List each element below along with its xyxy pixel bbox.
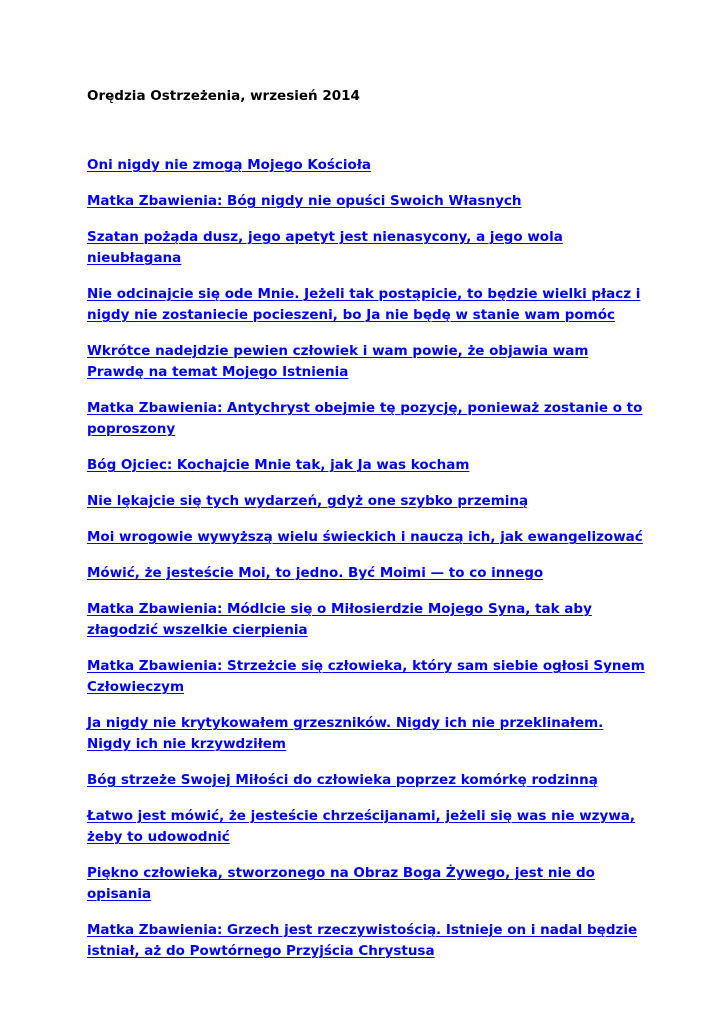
list-item — [87, 805, 647, 847]
list-item — [87, 769, 647, 790]
list-item — [87, 154, 647, 175]
message-link[interactable]: Piękno człowieka, stworzonego na Obraz Boga Żywego, jest nie do opisania — [87, 865, 595, 902]
list-item — [87, 655, 647, 697]
message-link[interactable]: Szatan pożąda dusz, jego apetyt jest nienasycony, a jego wola nieubłagana — [87, 229, 563, 266]
list-item — [87, 190, 647, 211]
message-link[interactable]: Matka Zbawienia: Antychryst obejmie tę pozycję, ponieważ zostanie o to poproszony — [87, 400, 643, 437]
list-item — [87, 862, 647, 904]
list-item — [87, 397, 647, 439]
list-item — [87, 919, 647, 961]
list-item — [87, 598, 647, 640]
list-item — [87, 526, 647, 547]
message-link[interactable]: Łatwo jest mówić, że jesteście chrześcijanami, jeżeli się was nie wzywa, żeby to udowodnić — [87, 808, 636, 845]
list-item — [87, 712, 647, 754]
list-item — [87, 340, 647, 382]
message-link[interactable]: Oni nigdy nie zmogą Mojego Kościoła — [87, 157, 371, 173]
list-item — [87, 562, 647, 583]
list-item — [87, 226, 647, 268]
list-item — [87, 454, 647, 475]
message-link[interactable]: Mówić, że jesteście Moi, to jedno. Być Moimi — to co innego — [87, 565, 544, 581]
message-link[interactable]: Matka Zbawienia: Módlcie się o Miłosierdzie Mojego Syna, tak aby złagodzić wszelkie cierpienia — [87, 601, 592, 638]
message-link[interactable]: Nie lękajcie się tych wydarzeń, gdyż one szybko przeminą — [87, 493, 529, 509]
document-title: Orędzia Ostrzeżenia, wrzesień 2014 — [87, 88, 360, 104]
message-link[interactable]: Matka Zbawienia: Grzech jest rzeczywistością. Istnieje on i nadal będzie istniał, aż do Powtórnego Przyjścia Chrystusa — [87, 922, 638, 959]
list-item — [87, 283, 647, 325]
message-link[interactable]: Moi wrogowie wywyższą wielu świeckich i nauczą ich, jak ewangelizować — [87, 529, 643, 545]
message-link[interactable]: Matka Zbawienia: Strzeżcie się człowieka, który sam siebie ogłosi Synem Człowieczym — [87, 658, 645, 695]
message-link[interactable]: Ja nigdy nie krytykowałem grzeszników. Nigdy ich nie przeklinałem. Nigdy ich nie krzywdziłem — [87, 715, 604, 752]
message-link[interactable]: Bóg strzeże Swojej Miłości do człowieka poprzez komórkę rodzinną — [87, 772, 598, 788]
message-link[interactable]: Nie odcinajcie się ode Mnie. Jeżeli tak postąpicie, to będzie wielki płacz i nigdy nie zostaniecie pocieszeni, bo Ja nie będę w stanie wam pomóc — [87, 286, 641, 323]
message-link[interactable]: Wkrótce nadejdzie pewien człowiek i wam powie, że objawia wam Prawdę na temat Mojego Istnienia — [87, 343, 589, 380]
message-link-list — [87, 154, 647, 976]
list-item — [87, 490, 647, 511]
message-link[interactable]: Matka Zbawienia: Bóg nigdy nie opuści Swoich Własnych — [87, 193, 522, 209]
message-link[interactable]: Bóg Ojciec: Kochajcie Mnie tak, jak Ja was kocham — [87, 457, 470, 473]
